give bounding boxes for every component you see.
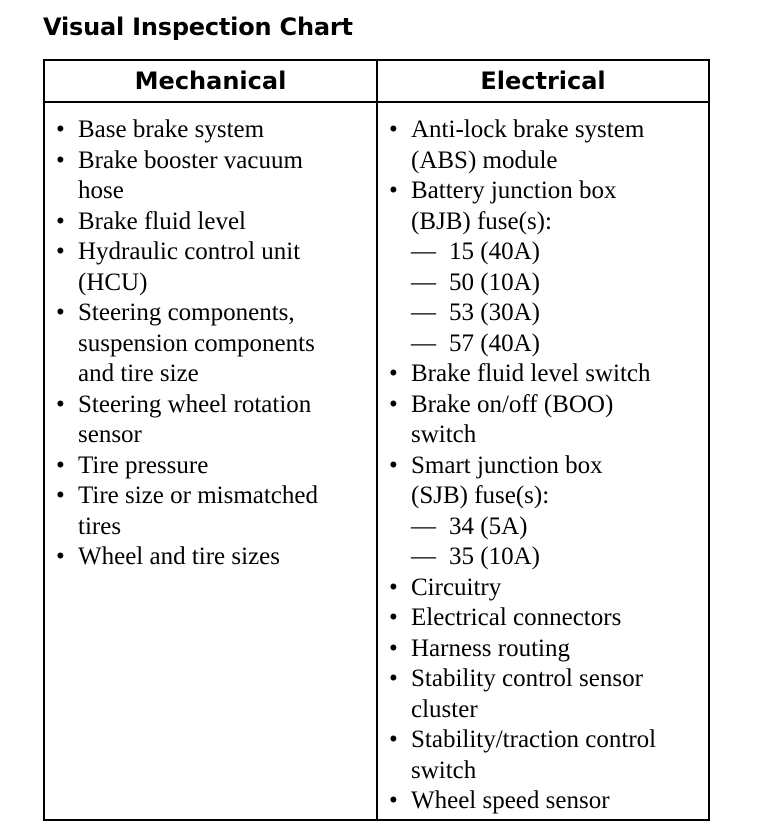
electrical-item: • Anti-lock brake system xyxy=(378,115,702,146)
electrical-item: • Electrical connectors xyxy=(378,603,702,634)
electrical-subitem xyxy=(378,237,702,268)
electrical-item: • Harness routing xyxy=(378,634,702,665)
dash-marker: — xyxy=(411,238,436,265)
electrical-item: • Brake on/off (BOO) xyxy=(378,390,702,421)
electrical-item-continuation: (SJB) fuse(s): xyxy=(411,482,550,509)
mechanical-item-continuation: (HCU) xyxy=(78,268,148,296)
electrical-list xyxy=(378,115,702,817)
dash-marker: — xyxy=(411,329,436,357)
dash-marker: — xyxy=(411,268,436,296)
chart-title: Visual Inspection Chart xyxy=(43,13,353,41)
electrical-item: • Stability/traction control xyxy=(378,725,702,756)
electrical-item-continuation: cluster xyxy=(411,695,478,723)
fuse-value: 57 (40A) xyxy=(449,329,540,357)
electrical-subitem xyxy=(378,298,702,329)
electrical-item-continuation: (BJB) fuse(s): xyxy=(411,207,552,235)
electrical-subitem xyxy=(378,542,702,573)
mechanical-item: • Tire pressure xyxy=(45,451,370,482)
electrical-subitem xyxy=(378,512,702,543)
electrical-item: • Stability control sensor xyxy=(378,664,702,695)
electrical-item-continuation: switch xyxy=(411,756,477,784)
header-row xyxy=(44,60,709,102)
mechanical-item: • Wheel and tire sizes xyxy=(45,542,370,573)
electrical-item: • Smart junction box xyxy=(378,451,702,482)
fuse-value: 53 (30A) xyxy=(449,299,540,326)
content-row xyxy=(44,102,709,820)
mechanical-list xyxy=(45,115,370,573)
electrical-item: • Brake fluid level switch xyxy=(378,359,702,390)
fuse-value: 35 (10A) xyxy=(449,543,540,570)
dash-marker: — xyxy=(411,299,436,326)
mechanical-item: • Tire size or mismatched xyxy=(45,481,370,512)
fuse-value: 50 (10A) xyxy=(449,268,540,296)
mechanical-cell xyxy=(44,102,377,820)
electrical-item-continuation: (ABS) module xyxy=(411,146,558,174)
mechanical-item: • Steering wheel rotation xyxy=(45,390,370,421)
mechanical-item: • Brake booster vacuum xyxy=(45,146,370,177)
mechanical-item-continuation: tires xyxy=(78,512,122,540)
electrical-item: • Circuitry xyxy=(378,573,702,604)
fuse-value: 15 (40A) xyxy=(449,238,540,265)
electrical-column-header: Electrical xyxy=(377,60,709,102)
mechanical-item: • Base brake system xyxy=(45,115,370,146)
mechanical-item: • Brake fluid level xyxy=(45,207,370,238)
mechanical-item-continuation: sensor xyxy=(78,421,142,448)
electrical-subitem xyxy=(378,329,702,360)
dash-marker: — xyxy=(411,543,436,570)
electrical-item: • Wheel speed sensor xyxy=(378,786,702,817)
mechanical-item-continuation: and tire size xyxy=(78,360,199,387)
mechanical-item-continuation: suspension components xyxy=(78,329,315,357)
mechanical-item: • Hydraulic control unit xyxy=(45,237,370,268)
electrical-item-continuation: switch xyxy=(411,421,477,448)
electrical-cell xyxy=(377,102,709,820)
mechanical-column-header: Mechanical xyxy=(44,60,377,102)
dash-marker: — xyxy=(411,512,436,540)
electrical-subitem xyxy=(378,268,702,299)
inspection-table xyxy=(43,59,710,821)
mechanical-item: • Steering components, xyxy=(45,298,370,329)
electrical-item: • Battery junction box xyxy=(378,176,702,207)
mechanical-item-continuation: hose xyxy=(78,177,124,204)
fuse-value: 34 (5A) xyxy=(449,512,528,540)
